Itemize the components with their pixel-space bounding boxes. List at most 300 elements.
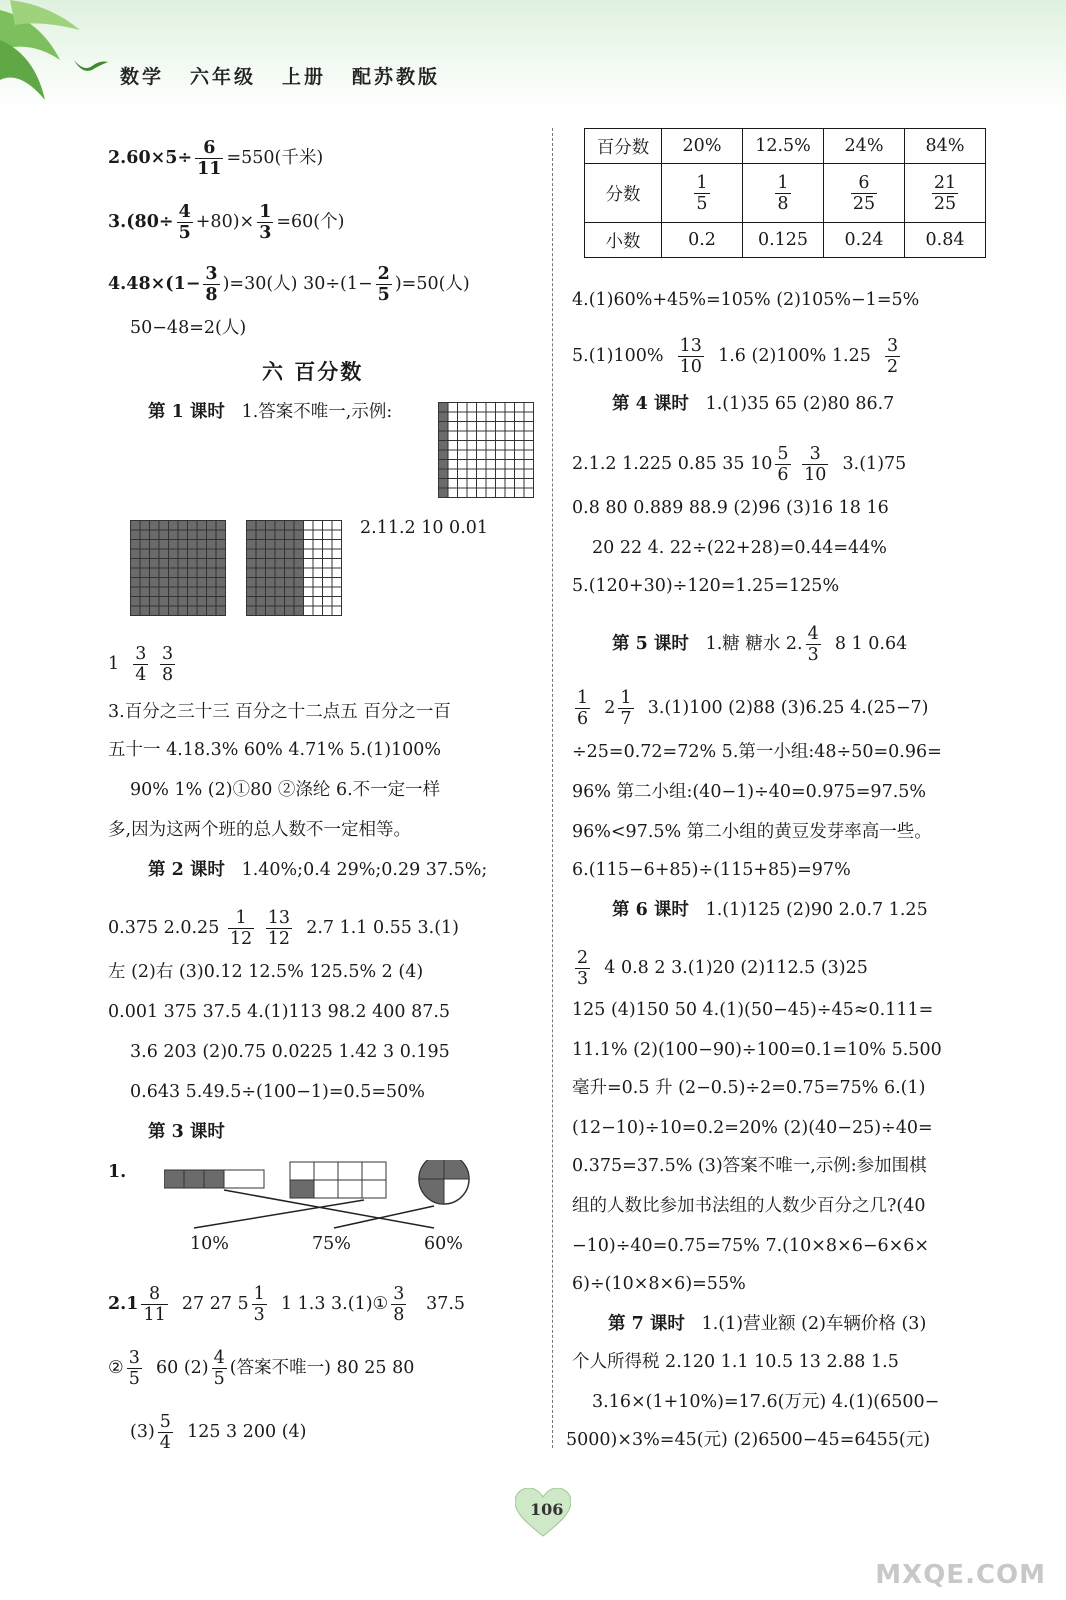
grid-cell xyxy=(332,587,342,597)
grid-cell xyxy=(131,549,141,559)
grid-cell xyxy=(332,559,342,569)
grid-cell xyxy=(304,540,314,550)
grid-cell xyxy=(496,431,506,441)
grid-cell xyxy=(275,559,285,569)
fraction: $\frac{1}{12}$ xyxy=(229,908,253,949)
grid-cell xyxy=(458,469,468,479)
table-cell: 小数 xyxy=(585,223,662,258)
grid-cell xyxy=(178,606,188,616)
grid-cell xyxy=(496,422,506,432)
grid-cell xyxy=(304,568,314,578)
grid-cell xyxy=(313,568,323,578)
answer-line: 4.48×(1− $\frac{3}{8}$ )=30(人) 30÷(1− $\frac{2}{5}$ )=50(人) xyxy=(108,264,470,305)
answer-line: 90% 1% (2)①80 ②涤纶 6.不一定一样 xyxy=(130,780,441,800)
question-number: 1. xyxy=(108,1162,127,1182)
grid-cell xyxy=(188,568,198,578)
table-cell: 12.5% xyxy=(743,129,824,164)
grid-cell xyxy=(169,530,179,540)
grid-cell xyxy=(467,450,477,460)
grid-cell xyxy=(285,559,295,569)
grid-cell xyxy=(207,521,217,531)
grid-cell xyxy=(505,479,515,489)
grid-cell xyxy=(197,530,207,540)
grid-cell xyxy=(505,422,515,432)
grid-cell xyxy=(524,450,534,460)
grid-cell xyxy=(524,412,534,422)
hundred-grid xyxy=(438,402,534,498)
fraction: $\frac{3}{8}$ xyxy=(162,644,174,685)
grid-cell xyxy=(216,568,226,578)
grid-cell xyxy=(285,530,295,540)
answer-line: 4.(1)60%+45%=105% (2)105%−1=5% xyxy=(572,290,920,310)
grid-cell xyxy=(140,568,150,578)
grid-cell xyxy=(140,606,150,616)
answer-line: 96%<97.5% 第二小组的黄豆发芽率高一些。 xyxy=(572,822,932,842)
grid-cell xyxy=(477,403,487,413)
grid-cell xyxy=(323,521,333,531)
grid-cell xyxy=(159,597,169,607)
grid-cell xyxy=(207,549,217,559)
table-cell-fraction: $\frac{1}{8}$ xyxy=(743,164,824,223)
fraction: $\frac{6}{11}$ xyxy=(197,138,222,179)
grid-cell xyxy=(439,479,449,489)
grid-cell xyxy=(439,403,449,413)
grid-cell xyxy=(505,431,515,441)
grid-cell xyxy=(313,597,323,607)
grid-cell xyxy=(505,460,515,470)
lesson-label: 第 5 课时 xyxy=(612,634,689,654)
answer-line: 0.375 2.0.25 $\frac{1}{12}$ $\frac{13}{12}$ 2.7 1.1 0.55 3.(1) xyxy=(108,908,459,949)
grid-cell xyxy=(285,521,295,531)
grid-cell xyxy=(275,521,285,531)
grid-cell xyxy=(294,521,304,531)
fraction: $\frac{1}{7}$ xyxy=(620,688,632,729)
grid-cell xyxy=(458,488,468,498)
grid-cell xyxy=(505,488,515,498)
grid-cell xyxy=(197,606,207,616)
grid-cell xyxy=(439,422,449,432)
grid-cell xyxy=(178,559,188,569)
grid-cell xyxy=(496,469,506,479)
grid-cell xyxy=(140,549,150,559)
grid-cell xyxy=(150,521,160,531)
grade: 六年级 xyxy=(190,66,257,88)
grid-cell xyxy=(439,469,449,479)
answer-line: 125 (4)150 50 4.(1)(50−45)÷45≈0.111= xyxy=(572,1000,934,1020)
grid-cell xyxy=(140,578,150,588)
grid-cell xyxy=(266,606,276,616)
grid-cell xyxy=(448,412,458,422)
grid-cell xyxy=(439,441,449,451)
grid-cell xyxy=(486,469,496,479)
grid-cell xyxy=(332,521,342,531)
answer-line: (3) $\frac{5}{4}$ 125 3 200 (4) xyxy=(130,1412,307,1453)
grid-cell xyxy=(524,422,534,432)
grid-cell xyxy=(515,460,525,470)
fraction: $\frac{3}{10}$ xyxy=(804,444,827,485)
grid-cell xyxy=(131,587,141,597)
grid-cell xyxy=(256,568,266,578)
answer-line: 0.8 80 0.889 88.9 (2)96 (3)16 18 16 xyxy=(572,498,889,518)
grid-cell xyxy=(505,450,515,460)
grid-cell xyxy=(256,587,266,597)
grid-cell xyxy=(486,412,496,422)
grid-cell xyxy=(285,578,295,588)
table-cell: 0.24 xyxy=(824,223,905,258)
fraction: $\frac{2}{3}$ xyxy=(577,948,589,989)
fraction: $\frac{1}{6}$ xyxy=(577,688,589,729)
grid-cell xyxy=(458,431,468,441)
grid-cell xyxy=(140,597,150,607)
grid-cell xyxy=(256,578,266,588)
grid-cell xyxy=(524,460,534,470)
grid-cell xyxy=(207,578,217,588)
grid-cell xyxy=(197,521,207,531)
grid-cell xyxy=(458,450,468,460)
lesson-label: 第 4 课时 xyxy=(612,394,689,414)
grid-cell xyxy=(448,422,458,432)
grid-cell xyxy=(207,587,217,597)
table-cell: 84% xyxy=(905,129,986,164)
lesson-line: 第 5 课时 1.糖 糖水 2. $\frac{4}{3}$ 8 1 0.64 xyxy=(612,624,908,665)
grid-cell xyxy=(313,578,323,588)
grid-cell xyxy=(524,431,534,441)
grid-cell xyxy=(169,587,179,597)
grid-cell xyxy=(505,441,515,451)
grid-cell xyxy=(477,488,487,498)
grid-cell xyxy=(159,521,169,531)
fraction: $\frac{3}{8}$ xyxy=(393,1284,405,1325)
answer-line: 5.(120+30)÷120=1.25=125% xyxy=(572,576,840,596)
grid-cell xyxy=(515,403,525,413)
grid-cell xyxy=(524,403,534,413)
grid-cell xyxy=(247,587,257,597)
grid-cell xyxy=(216,559,226,569)
grid-cell xyxy=(448,479,458,489)
grid-cell xyxy=(159,606,169,616)
fraction: $\frac{8}{11}$ xyxy=(143,1284,166,1325)
grid-cell xyxy=(207,568,217,578)
grid-cell xyxy=(477,469,487,479)
grid-cell xyxy=(266,521,276,531)
grid-cell xyxy=(275,549,285,559)
grid-cell xyxy=(496,412,506,422)
grid-cell xyxy=(169,540,179,550)
grid-cell xyxy=(216,606,226,616)
grid-cell xyxy=(188,578,198,588)
volume: 上册 xyxy=(282,66,327,88)
grid-cell xyxy=(140,559,150,569)
grid-cell xyxy=(515,479,525,489)
grid-cell xyxy=(458,403,468,413)
grid-cell xyxy=(188,540,198,550)
grid-cell xyxy=(131,559,141,569)
grid-cell xyxy=(178,540,188,550)
answer-line: 96% 第二小组:(40−1)÷40=0.975=97.5% xyxy=(572,782,927,802)
grid-cell xyxy=(247,597,257,607)
lesson-label: 第 3 课时 xyxy=(148,1122,225,1142)
grid-cell xyxy=(159,587,169,597)
grid-cell xyxy=(178,587,188,597)
grid-cell xyxy=(477,412,487,422)
grid-cell xyxy=(188,597,198,607)
grid-cell xyxy=(304,578,314,588)
fraction: $\frac{5}{6}$ xyxy=(777,444,789,485)
grid-cell xyxy=(294,578,304,588)
grid-cell xyxy=(169,559,179,569)
grid-cell xyxy=(304,549,314,559)
fraction: $\frac{1}{3}$ xyxy=(253,1284,265,1325)
grid-cell xyxy=(197,597,207,607)
grid-cell xyxy=(247,606,257,616)
answer-line: 20 22 4. 22÷(22+28)=0.44=44% xyxy=(592,538,887,558)
table-cell: 0.2 xyxy=(662,223,743,258)
fraction: $\frac{13}{10}$ xyxy=(679,336,702,377)
answer-line: $\frac{1}{6}$ 2 $\frac{1}{7}$ 3.(1)100 (2)88 (3)6.25 4.(25−7) xyxy=(577,688,929,729)
grid-cell xyxy=(247,530,257,540)
grid-cell xyxy=(496,460,506,470)
lesson-label: 第 1 课时 xyxy=(148,402,225,422)
grid-cell xyxy=(294,530,304,540)
grid-cell xyxy=(266,597,276,607)
grid-cell xyxy=(247,549,257,559)
grid-cell xyxy=(323,587,333,597)
grid-cell xyxy=(467,412,477,422)
grid-cell xyxy=(304,597,314,607)
answer-line: 6.(115−6+85)÷(115+85)=97% xyxy=(572,860,851,880)
grid-cell xyxy=(458,422,468,432)
header-title xyxy=(120,62,466,89)
grid-cell xyxy=(486,403,496,413)
grid-cell xyxy=(247,521,257,531)
grid-cell xyxy=(188,521,198,531)
grid-cell xyxy=(313,587,323,597)
answer-line: 2.11.2 10 0.01 xyxy=(360,518,489,538)
grid-cell xyxy=(323,559,333,569)
grid-cell xyxy=(467,488,477,498)
grid-cell xyxy=(458,412,468,422)
grid-cell xyxy=(216,530,226,540)
grid-cell xyxy=(524,441,534,451)
grid-cell xyxy=(515,488,525,498)
grid-cell xyxy=(197,568,207,578)
grid-cell xyxy=(285,568,295,578)
grid-cell xyxy=(304,606,314,616)
grid-cell xyxy=(197,578,207,588)
grid-cell xyxy=(323,530,333,540)
grid-cell xyxy=(448,469,458,479)
grid-cell xyxy=(467,460,477,470)
grid-cell xyxy=(313,559,323,569)
grid-cell xyxy=(448,441,458,451)
fraction: $\frac{3}{4}$ xyxy=(135,644,147,685)
grid-cell xyxy=(505,403,515,413)
grid-cell xyxy=(150,597,160,607)
grid-cell xyxy=(140,587,150,597)
grid-cell xyxy=(505,469,515,479)
grid-cell xyxy=(188,587,198,597)
grid-cell xyxy=(159,559,169,569)
table-cell: 百分数 xyxy=(585,129,662,164)
grid-cell xyxy=(448,488,458,498)
grid-cell xyxy=(131,540,141,550)
grid-cell xyxy=(169,606,179,616)
grid-cell xyxy=(439,431,449,441)
grid-cell xyxy=(313,606,323,616)
page-number: 106 xyxy=(530,1500,564,1519)
grid-cell xyxy=(275,568,285,578)
grid-cell xyxy=(323,597,333,607)
fraction: $\frac{4}{3}$ xyxy=(807,624,819,665)
grid-cell xyxy=(256,549,266,559)
lesson-label: 第 6 课时 xyxy=(612,900,689,920)
grid-cell xyxy=(458,441,468,451)
grid-cell xyxy=(448,460,458,470)
grid-cell xyxy=(496,403,506,413)
answer-line: 2.1 $\frac{8}{11}$ 27 27 5 $\frac{1}{3}$ 1 1.3 3.(1)① $\frac{3}{8}$ 37.5 xyxy=(108,1284,466,1325)
grid-cell xyxy=(304,521,314,531)
grid-cell xyxy=(486,460,496,470)
answer-line: 2.60×5÷ $\frac{6}{11}$ =550(千米) xyxy=(108,138,324,179)
grid-cell xyxy=(140,540,150,550)
grid-cell xyxy=(216,549,226,559)
grid-cell xyxy=(467,469,477,479)
answer-line: 毫升=0.5 升 (2−0.5)÷2=0.75=75% 6.(1) xyxy=(572,1078,926,1098)
grid-cell xyxy=(275,530,285,540)
grid-cell xyxy=(178,530,188,540)
table-cell-fraction: $\frac{21}{25}$ xyxy=(905,164,986,223)
grid-cell xyxy=(448,450,458,460)
answer-line: 3.百分之三十三 百分之十二点五 百分之一百 xyxy=(108,702,451,722)
grid-cell xyxy=(515,431,525,441)
grid-cell xyxy=(178,578,188,588)
grid-cell xyxy=(294,568,304,578)
grid-cell xyxy=(197,559,207,569)
grid-cell xyxy=(275,587,285,597)
grid-cell xyxy=(140,530,150,540)
grid-cell xyxy=(332,597,342,607)
grid-cell xyxy=(304,530,314,540)
grid-cell xyxy=(458,460,468,470)
fraction: $\frac{2}{5}$ xyxy=(377,264,390,305)
grid-cell xyxy=(216,540,226,550)
grid-cell xyxy=(131,521,141,531)
grid-cell xyxy=(515,469,525,479)
answer-line: $\frac{2}{3}$ 4 0.8 2 3.(1)20 (2)112.5 (3)25 xyxy=(577,948,868,989)
grid-cell xyxy=(178,521,188,531)
table-cell: 0.125 xyxy=(743,223,824,258)
answer-line: (12−10)÷10=0.2=20% (2)(40−25)÷40= xyxy=(572,1118,933,1138)
grid-cell xyxy=(188,549,198,559)
grid-cell xyxy=(266,540,276,550)
lesson-line: 第 7 课时 1.(1)营业额 (2)车辆价格 (3) xyxy=(608,1314,927,1334)
table-row xyxy=(585,164,986,223)
grid-cell xyxy=(266,587,276,597)
grid-cell xyxy=(131,597,141,607)
answer-line: 3.16×(1+10%)=17.6(万元) 4.(1)(6500− xyxy=(592,1392,940,1412)
grid-cell xyxy=(477,479,487,489)
grid-cell xyxy=(169,568,179,578)
grid-cell xyxy=(294,587,304,597)
grid-cell xyxy=(169,578,179,588)
grid-cell xyxy=(178,568,188,578)
grid-cell xyxy=(216,578,226,588)
answer-line: 0.001 375 37.5 4.(1)113 98.2 400 87.5 xyxy=(108,1002,451,1022)
answer-line: 6)÷(10×8×6)=55% xyxy=(572,1274,746,1294)
answer-line: 组的人数比参加书法组的人数少百分之几?(40 xyxy=(572,1196,926,1216)
grid-cell xyxy=(515,441,525,451)
hundred-grid-full xyxy=(130,520,226,616)
grid-cell xyxy=(197,549,207,559)
grid-cell xyxy=(159,530,169,540)
answer-line: 5000)×3%=45(元) (2)6500−45=6455(元) xyxy=(566,1430,931,1450)
fraction: $\frac{5}{4}$ xyxy=(159,1412,171,1453)
answer-line: 0.643 5.49.5÷(100−1)=0.5=50% xyxy=(130,1082,425,1102)
percent-label: 75% xyxy=(312,1234,351,1254)
fraction: $\frac{13}{12}$ xyxy=(267,908,291,949)
grid-cell xyxy=(439,488,449,498)
table-cell-fraction: $\frac{1}{5}$ xyxy=(662,164,743,223)
grid-cell xyxy=(304,587,314,597)
table-cell: 分数 xyxy=(585,164,662,223)
grid-cell xyxy=(294,549,304,559)
fraction: $\frac{3}{8}$ xyxy=(205,264,218,305)
grid-cell xyxy=(332,549,342,559)
palm-leaf-icon xyxy=(0,0,90,110)
grid-cell xyxy=(467,422,477,432)
fraction: $\frac{4}{5}$ xyxy=(213,1348,225,1389)
grid-cell xyxy=(188,559,198,569)
grid-cell xyxy=(169,549,179,559)
grid-cell xyxy=(150,540,160,550)
lesson-line: 第 2 课时 1.40%;0.4 29%;0.29 37.5%; xyxy=(148,860,488,880)
grid-cell xyxy=(131,530,141,540)
grid-cell xyxy=(467,431,477,441)
grid-cell xyxy=(486,450,496,460)
grid-cell xyxy=(285,597,295,607)
grid-cell xyxy=(486,422,496,432)
grid-cell xyxy=(448,431,458,441)
grid-cell xyxy=(323,606,333,616)
bird-icon xyxy=(74,56,108,74)
grid-cell xyxy=(524,469,534,479)
answer-line: 5.(1)100% $\frac{13}{10}$ 1.6 (2)100% 1.25 $\frac{3}{2}$ xyxy=(572,336,899,377)
grid-cell xyxy=(515,450,525,460)
grid-cell xyxy=(150,530,160,540)
answer-line: 3.(80÷ $\frac{4}{5}$ +80)× $\frac{1}{3}$ =60(个) xyxy=(108,202,345,243)
table-cell: 24% xyxy=(824,129,905,164)
table-cell: 20% xyxy=(662,129,743,164)
grid-cell xyxy=(150,568,160,578)
grid-cell xyxy=(285,549,295,559)
grid-cell xyxy=(448,403,458,413)
grid-cell xyxy=(131,568,141,578)
grid-cell xyxy=(486,479,496,489)
grid-cell xyxy=(216,521,226,531)
grid-cell xyxy=(207,559,217,569)
grid-cell xyxy=(294,540,304,550)
grid-cell xyxy=(169,521,179,531)
grid-cell xyxy=(304,559,314,569)
grid-cell xyxy=(285,587,295,597)
grid-cell xyxy=(496,479,506,489)
grid-cell xyxy=(247,568,257,578)
grid-cell xyxy=(467,403,477,413)
grid-cell xyxy=(188,530,198,540)
grid-cell xyxy=(486,431,496,441)
grid-cell xyxy=(505,412,515,422)
answer-line: 个人所得税 2.120 1.1 10.5 13 2.88 1.5 xyxy=(572,1352,899,1372)
